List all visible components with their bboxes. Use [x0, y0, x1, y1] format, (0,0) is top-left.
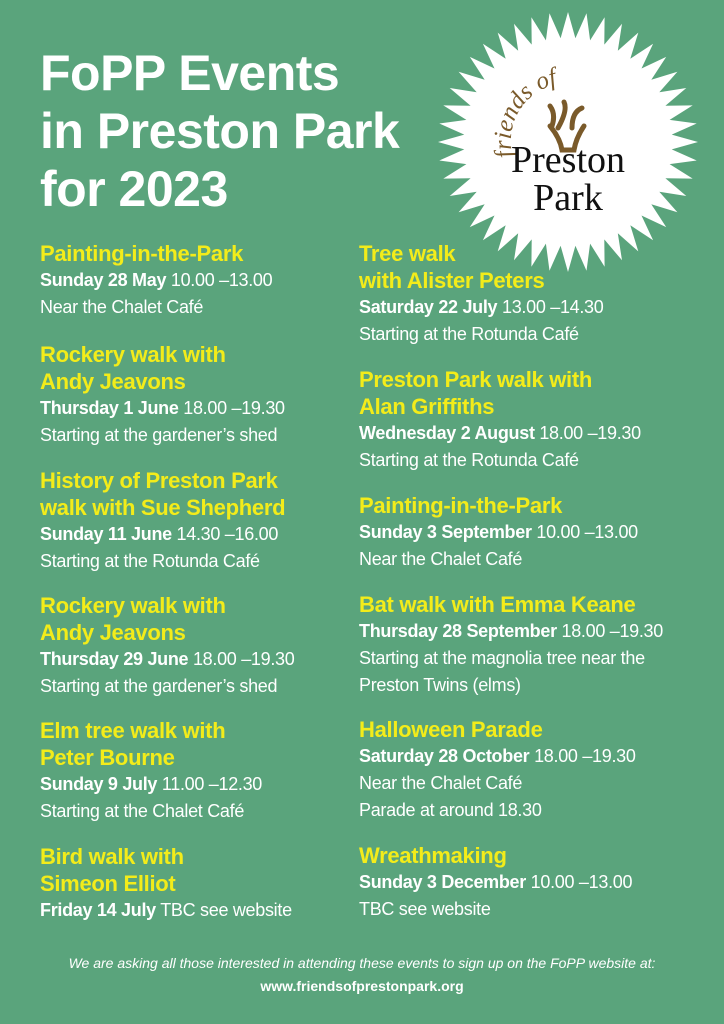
event-title-line: Andy Jeavons	[40, 369, 186, 394]
event-detail: Near the Chalet Café	[359, 549, 523, 569]
event-detail: Parade at around 18.30	[359, 800, 542, 820]
event-item	[359, 366, 699, 474]
event-title-line: Alan Griffiths	[359, 394, 495, 419]
event-datetime	[359, 618, 699, 645]
event-title	[359, 842, 699, 869]
title-line: for 2023	[40, 161, 228, 217]
event-datetime	[40, 521, 350, 548]
title-line: in Preston Park	[40, 103, 400, 159]
logo-name-line1: Preston	[511, 139, 625, 181]
event-item	[359, 716, 699, 824]
event-detail: Starting at the Rotunda Café	[359, 450, 579, 470]
event-title-line: Bat walk with Emma Keane	[359, 592, 636, 617]
event-title-line: walk with Sue Shepherd	[40, 495, 286, 520]
event-item	[40, 341, 350, 449]
event-item	[359, 492, 699, 573]
event-title-line: Painting-in-the-Park	[40, 241, 244, 266]
event-title-line: History of Preston Park	[40, 468, 278, 493]
event-title	[359, 492, 699, 519]
website-link[interactable]: www.friendsofprestonpark.org	[260, 978, 464, 994]
event-datetime	[40, 771, 350, 798]
event-title-line: Peter Bourne	[40, 745, 175, 770]
event-date: Thursday 29 June	[40, 649, 189, 669]
event-title-line: Rockery walk with	[40, 342, 226, 367]
logo-arc-text: friends of	[489, 63, 560, 161]
event-date: Sunday 3 December	[359, 872, 526, 892]
event-time: 13.00 –14.30	[497, 297, 604, 317]
event-datetime	[359, 519, 699, 546]
event-time: 18.00 –19.30	[534, 423, 641, 443]
event-detail: TBC see website	[359, 899, 491, 919]
event-detail: Starting at the Rotunda Café	[359, 324, 579, 344]
event-title	[40, 240, 350, 267]
event-datetime	[359, 294, 699, 321]
event-title-line: Simeon Elliot	[40, 871, 176, 896]
event-time: 10.00 –13.00	[525, 872, 633, 892]
event-title-line: Halloween Parade	[359, 717, 543, 742]
event-title	[40, 341, 350, 395]
event-item	[359, 842, 699, 923]
event-datetime	[40, 267, 350, 294]
event-title	[40, 843, 350, 897]
event-datetime	[359, 420, 699, 447]
event-item	[40, 717, 350, 825]
footer	[0, 952, 724, 998]
event-detail: Starting at the gardener’s shed	[40, 425, 278, 445]
event-date: Sunday 11 June	[40, 524, 172, 544]
event-date: Sunday 28 May	[40, 270, 167, 290]
event-title-line: Rockery walk with	[40, 593, 226, 618]
title-line: FoPP Events	[40, 45, 340, 101]
event-time: 18.00 –19.30	[529, 746, 636, 766]
event-datetime	[359, 743, 699, 770]
friends-of-preston-park-logo	[432, 10, 704, 274]
event-title	[359, 240, 699, 294]
event-detail: Near the Chalet Café	[40, 297, 204, 317]
event-date: Thursday 28 September	[359, 621, 557, 641]
event-date: Thursday 1 June	[40, 398, 179, 418]
event-time: 18.00 –19.30	[556, 621, 663, 641]
event-date: Saturday 22 July	[359, 297, 498, 317]
event-title	[40, 592, 350, 646]
event-date: Wednesday 2 August	[359, 423, 535, 443]
event-item	[359, 591, 699, 699]
event-time: TBC see website	[155, 900, 292, 920]
event-datetime	[40, 897, 350, 924]
event-time: 10.00 –13.00	[531, 522, 638, 542]
event-title	[359, 591, 699, 618]
signup-note: We are asking all those interested in attending these events to sign up on the FoPP website at:	[68, 955, 656, 971]
event-title-line: Painting-in-the-Park	[359, 493, 563, 518]
event-title-line: Wreathmaking	[359, 843, 507, 868]
logo-name-line2: Park	[533, 177, 603, 219]
event-date: Sunday 3 September	[359, 522, 532, 542]
event-datetime	[40, 395, 350, 422]
event-date: Sunday 9 July	[40, 774, 158, 794]
event-item	[40, 467, 350, 575]
event-date: Friday 14 July	[40, 900, 156, 920]
event-title	[359, 366, 699, 420]
event-date: Saturday 28 October	[359, 746, 530, 766]
event-title-line: with Alister Peters	[359, 268, 545, 293]
event-detail: Starting at the magnolia tree near the	[359, 648, 645, 668]
event-time: 18.00 –19.30	[188, 649, 295, 669]
event-item	[40, 843, 350, 924]
page-title	[40, 44, 399, 218]
event-detail: Starting at the Rotunda Café	[40, 551, 260, 571]
event-time: 10.00 –13.00	[166, 270, 273, 290]
event-title-line: Elm tree walk with	[40, 718, 226, 743]
event-item	[40, 592, 350, 700]
event-title-line: Andy Jeavons	[40, 620, 186, 645]
event-title-line: Tree walk	[359, 241, 456, 266]
event-time: 11.00 –12.30	[157, 774, 263, 794]
event-detail: Starting at the Chalet Café	[40, 801, 245, 821]
event-time: 14.30 –16.00	[171, 524, 279, 544]
event-title-line: Bird walk with	[40, 844, 184, 869]
event-time: 18.00 –19.30	[178, 398, 285, 418]
event-title	[40, 467, 350, 521]
event-item	[40, 240, 350, 321]
event-datetime	[359, 869, 699, 896]
event-title	[359, 716, 699, 743]
event-detail: Preston Twins (elms)	[359, 675, 521, 695]
event-item	[359, 240, 699, 348]
event-detail: Starting at the gardener’s shed	[40, 676, 278, 696]
event-datetime	[40, 646, 350, 673]
event-title	[40, 717, 350, 771]
event-detail: Near the Chalet Café	[359, 773, 523, 793]
event-title-line: Preston Park walk with	[359, 367, 593, 392]
